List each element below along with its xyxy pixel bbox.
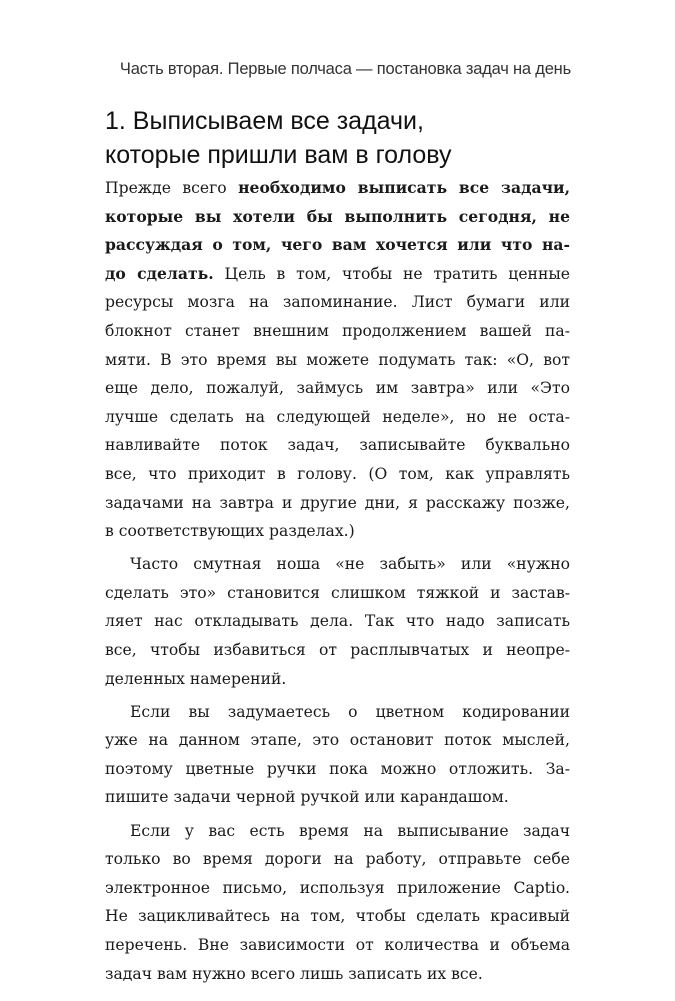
text-line (105, 288, 570, 317)
text-run: уже на данном этапе, это остановит поток мыслей, (105, 731, 570, 750)
text-line (105, 726, 570, 755)
text-line (105, 550, 570, 579)
text-line (105, 460, 570, 489)
text-run: блокнот станет внешним продолжением вашей па- (105, 321, 570, 340)
body-text (105, 174, 570, 988)
paragraph (105, 698, 570, 812)
text-run: электронное письмо, используя приложение Captio. (105, 878, 570, 897)
text-line (105, 489, 570, 518)
section-heading (105, 104, 452, 172)
text-run: ресурсы мозга на запоминание. Лист бумаги или (105, 293, 570, 312)
text-run: перечень. Вне зависимости от количества и объема (105, 935, 570, 954)
text-line (105, 783, 570, 812)
section-heading-line: 1. Выписываем все задачи, (105, 107, 424, 135)
text-run: Если вы задумаетесь о цветном кодировании (130, 702, 570, 721)
text-line (105, 817, 570, 846)
text-line (105, 174, 570, 203)
text-run: ляет нас откладывать дела. Так что надо записать (105, 612, 570, 631)
text-line (105, 931, 570, 960)
emphasized-text: необходимо выписать все задачи, (238, 178, 570, 197)
text-line (105, 431, 570, 460)
text-run: все, что приходит в голову. (О том, как управлять (105, 464, 570, 483)
text-line (105, 902, 570, 931)
text-line (105, 260, 570, 289)
text-run: навливайте поток задач, записывайте буквально (105, 436, 570, 455)
text-line (105, 317, 570, 346)
text-run: деленных намерений. (105, 669, 287, 688)
text-run: сделать это» становится слишком тяжкой и застав- (105, 583, 570, 602)
text-line (105, 579, 570, 608)
text-line (105, 374, 570, 403)
text-line (105, 960, 570, 989)
text-run: мяти. В это время вы можете подумать так: «О, вот (105, 350, 570, 369)
running-header: Часть вторая. Первые полчаса — постановка задач на день (119, 60, 571, 78)
emphasized-text: рассуждая о том, чего вам хочется или что на- (105, 235, 570, 255)
text-run: только во время дороги на работу, отправьте себе (105, 850, 570, 869)
text-run: все, чтобы избавиться от расплывчатых и неопре- (105, 641, 570, 659)
text-run: задачами на завтра и другие дни, я расскажу позже, (105, 493, 570, 512)
paragraph (105, 550, 570, 693)
emphasized-text: которые вы хотели бы выполнить сегодня, не (105, 206, 570, 226)
text-run: Прежде всего (105, 179, 239, 197)
text-line (105, 845, 570, 874)
text-line (105, 698, 570, 727)
emphasized-text: до сделать. (105, 263, 214, 283)
text-run: пишите задачи черной ручкой или карандашом. (105, 788, 509, 807)
section-heading-line: которые пришли вам в голову (105, 141, 452, 169)
text-line (105, 607, 570, 636)
text-run: Не зацикливайтесь на том, чтобы сделать красивый (105, 907, 570, 926)
text-line (105, 517, 570, 546)
text-run: Если у вас есть время на выписывание задач (130, 821, 570, 840)
text-run: задач вам нужно всего лишь записать их все. (105, 964, 483, 983)
text-line (105, 403, 570, 432)
text-line (105, 636, 570, 665)
text-run: Цель в том, чтобы не тратить ценные (213, 264, 570, 283)
paragraph (105, 174, 570, 546)
text-line (105, 755, 570, 784)
text-line (105, 231, 570, 260)
text-run: еще дело, пожалуй, займусь им завтра» или «Это (105, 379, 570, 398)
paragraph (105, 817, 570, 989)
text-run: поэтому цветные ручки пока можно отложить. За- (105, 759, 570, 778)
text-run: в соответствующих разделах.) (105, 522, 355, 541)
text-line (105, 346, 570, 375)
text-run: лучше сделать на следующей неделе», но не оста- (105, 407, 570, 426)
text-line (105, 665, 570, 694)
text-line (105, 874, 570, 903)
text-line (105, 203, 570, 232)
text-run: Часто смутная ноша «не забыть» или «нужно (130, 555, 570, 574)
